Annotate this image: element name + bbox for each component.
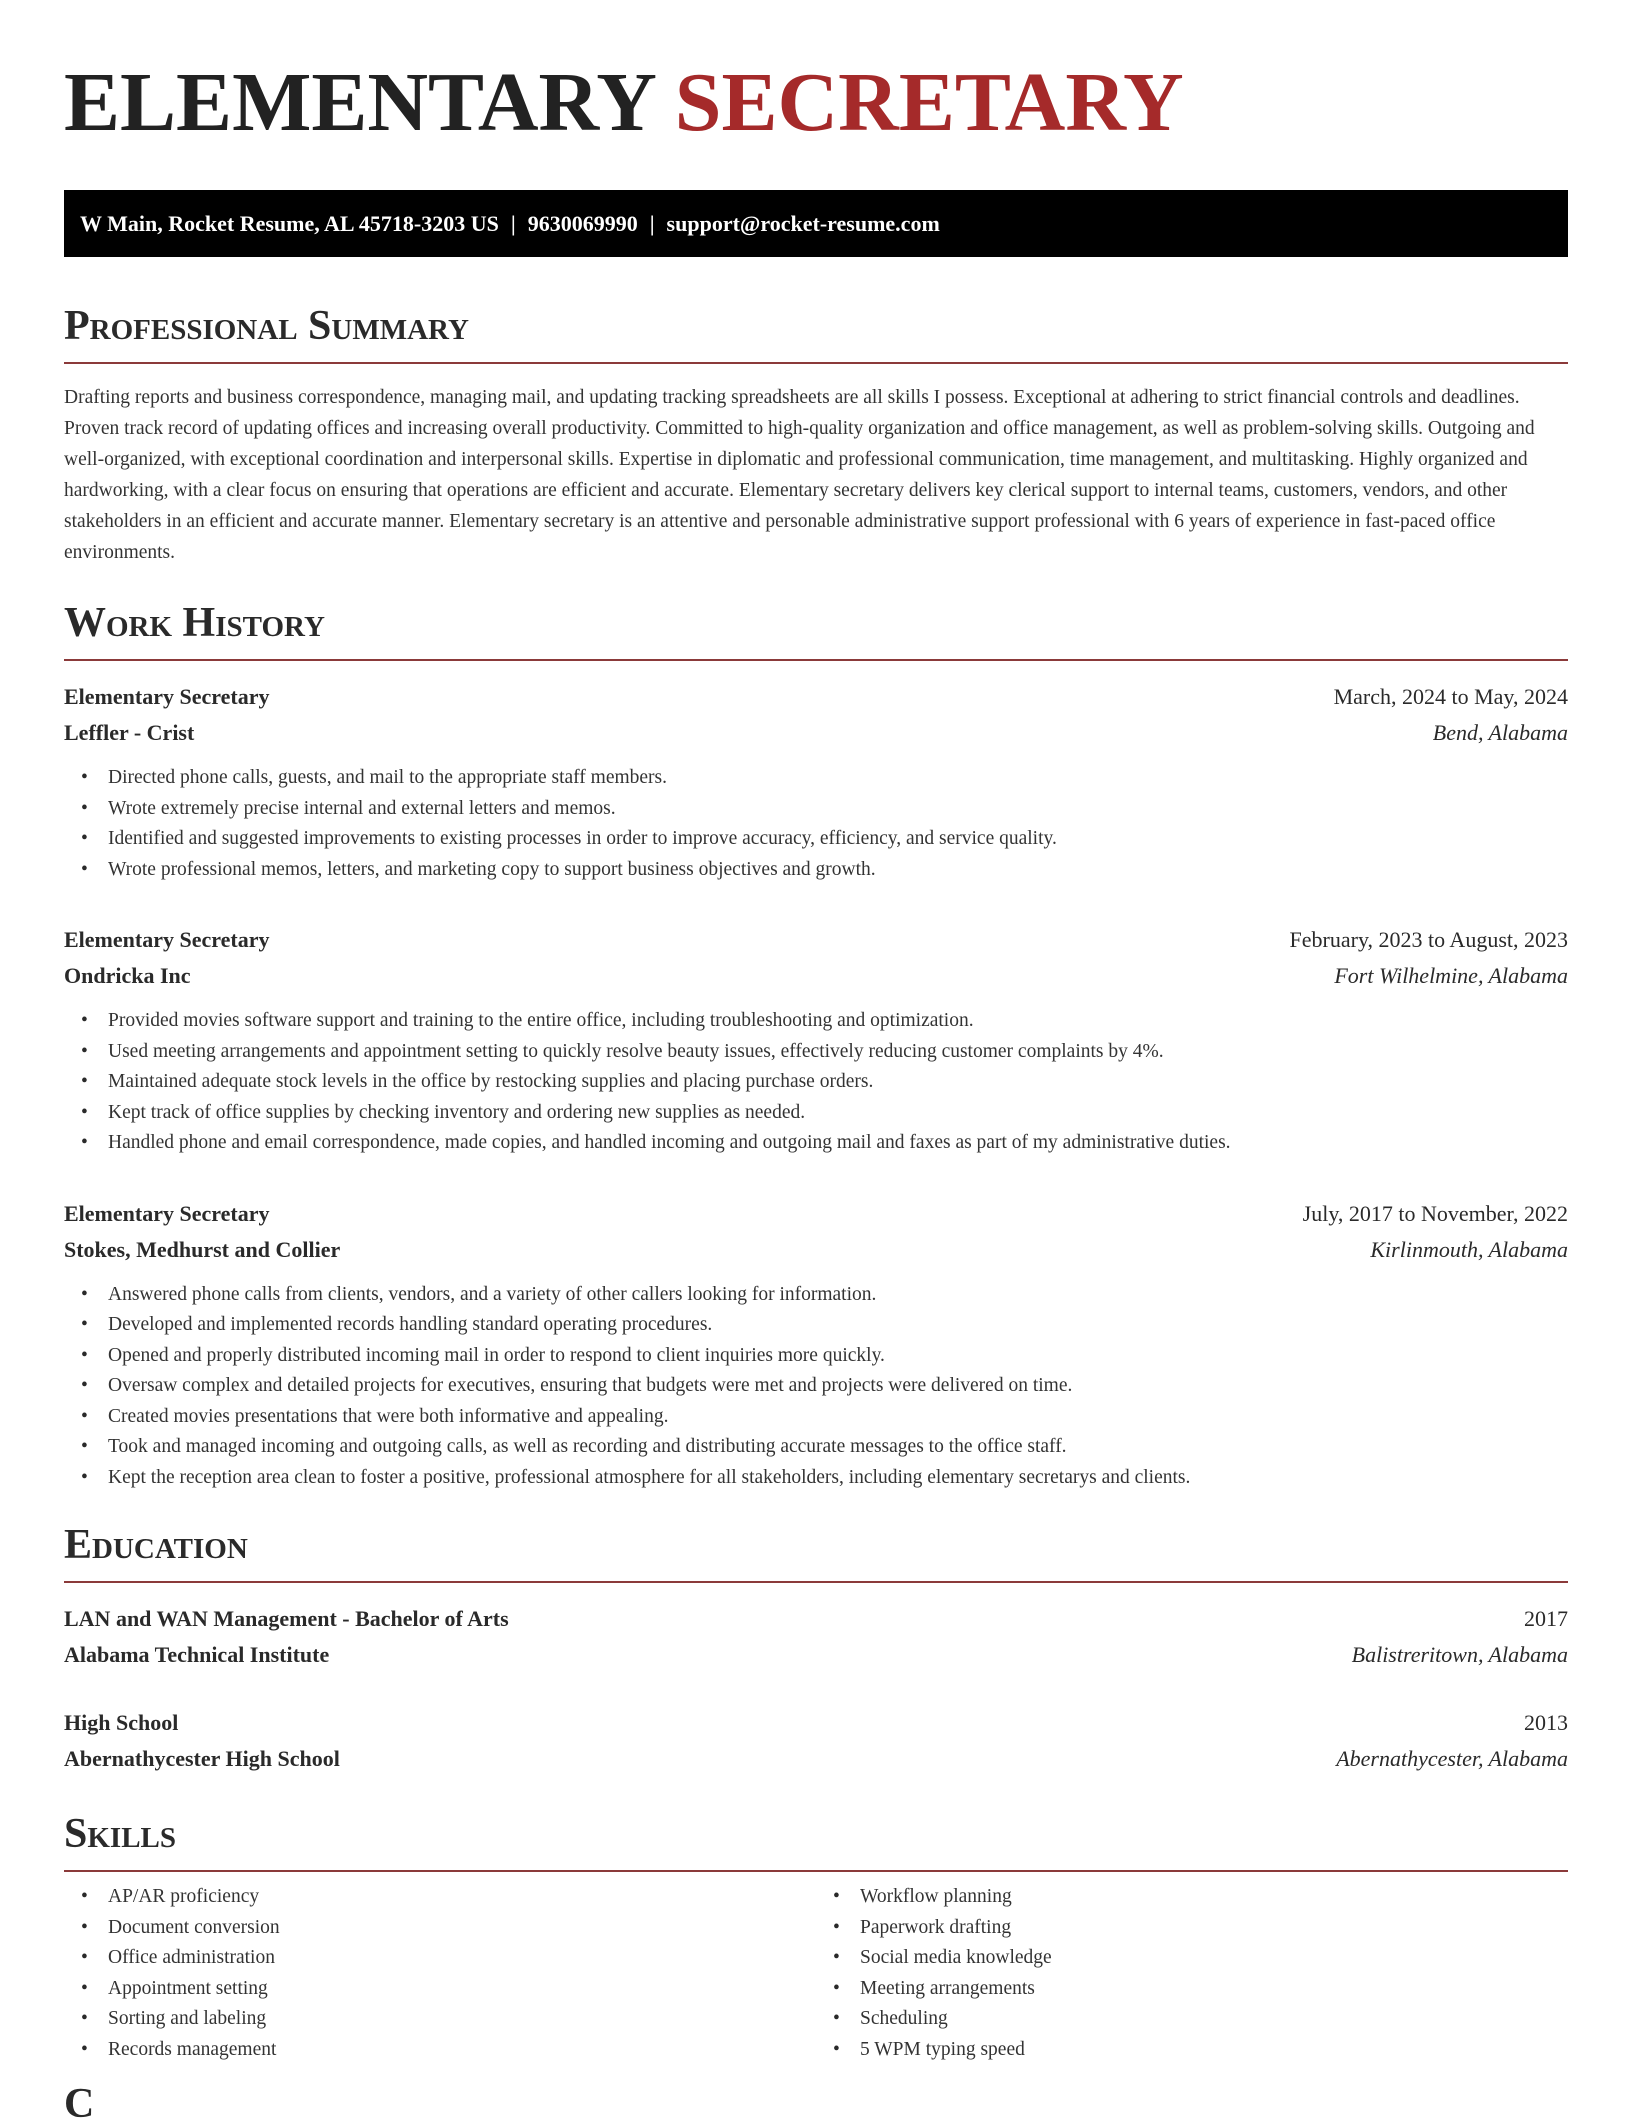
skill-item: • Office administration (108, 1943, 816, 1974)
education-degree-row (64, 1601, 1568, 1637)
job-title-row (64, 1196, 1568, 1232)
job-location: Kirlinmouth, Alabama (1370, 1236, 1568, 1262)
section-divider (64, 1870, 1568, 1872)
section-heading-work: Work History (64, 600, 325, 646)
skill-item: • Document conversion (108, 1913, 816, 1944)
section-heading-skills: Skills (64, 1811, 177, 1857)
education-location: Abernathycester, Alabama (1336, 1746, 1568, 1771)
contact-address: W Main, Rocket Resume, AL 45718-3203 US (80, 211, 499, 236)
education-school: Alabama Technical Institute (64, 1642, 330, 1667)
job-dates: July, 2017 to November, 2022 (1302, 1200, 1568, 1226)
last-name: SECRETARY (674, 56, 1184, 149)
job-company-row (64, 715, 1568, 751)
job-duty: • Provided movies software support and training to the entire office, including troubleshooting and optimization. (108, 1006, 1568, 1037)
job-entry (64, 922, 1568, 1159)
job-duty: • Handled phone and email correspondence, made copies, and handled incoming and outgoing mail and faxes as part of my administrative duties. (108, 1128, 1568, 1159)
skills-section (64, 1810, 1568, 2065)
education-school-row (64, 1637, 1568, 1673)
job-duty: • Wrote extremely precise internal and external letters and memos. (108, 794, 1568, 825)
job-duty: • Developed and implemented records handling standard operating procedures. (108, 1310, 1568, 1341)
skill-item: • Scheduling (860, 2004, 1568, 2035)
job-title-row (64, 679, 1568, 715)
job-duty: • Wrote professional memos, letters, and marketing copy to support business objectives and growth. (108, 855, 1568, 886)
job-duty: • Kept the reception area clean to foster a positive, professional atmosphere for all stakeholders, including elementary secretarys and clients. (108, 1463, 1568, 1494)
education-school-row (64, 1741, 1568, 1777)
contact-bar (64, 190, 1568, 257)
job-entry (64, 679, 1568, 885)
skill-item: • Records management (108, 2035, 816, 2066)
skill-item: • Social media knowledge (860, 1943, 1568, 1974)
summary-text: Drafting reports and business correspondence, managing mail, and updating tracking spreadsheets are all skills I possess. Exceptional at adhering to strict financial controls and deadlines. Proven track record of updating offices and increasing overall productivity. Committed to high-quality organization and office management, as well as problem-solving skills. Outgoing and well-organized, with exceptional coordination and interpersonal skills. Expertise in diplomatic and professional communication, time management, and multitasking. Highly organized and hardworking, with a clear focus on ensuring that operations are efficient and accurate. Elementary secretary delivers key clerical support to internal teams, customers, vendors, and other stakeholders in an efficient and accurate manner. Elementary secretary is an attentive and personable administrative support professional with 6 years of experience in fast-paced office environments. (64, 387, 1535, 563)
job-company-row (64, 958, 1568, 994)
section-divider (64, 362, 1568, 364)
education-entry (64, 1705, 1568, 1777)
skill-item: • AP/AR proficiency (108, 1882, 816, 1913)
job-duty: • Identified and suggested improvements to existing processes in order to improve accuracy, efficiency, and service quality. (108, 824, 1568, 855)
skills-list-left (64, 1882, 816, 2065)
education-section (64, 1521, 1568, 1777)
section-heading-education: Education (64, 1522, 248, 1568)
job-dates: March, 2024 to May, 2024 (1333, 684, 1568, 709)
contact-email: support@rocket-resume.com (666, 211, 940, 236)
first-name: ELEMENTARY (64, 56, 654, 149)
education-year: 2013 (1524, 1710, 1568, 1735)
education-location: Balistreritown, Alabama (1351, 1642, 1568, 1667)
job-title: Elementary Secretary (64, 1200, 270, 1226)
job-duty: • Maintained adequate stock levels in the office by restocking supplies and placing purchase orders. (108, 1067, 1568, 1098)
job-duty: • Used meeting arrangements and appointment setting to quickly resolve beauty issues, effectively reducing customer complaints by 4%. (108, 1037, 1568, 1068)
job-title: Elementary Secretary (64, 684, 270, 709)
job-company: Stokes, Medhurst and Collier (64, 1236, 341, 1262)
skills-columns (64, 1882, 1568, 2065)
section-heading-summary: Professional Summary (64, 303, 469, 349)
job-company: Ondricka Inc (64, 963, 191, 988)
education-year: 2017 (1524, 1606, 1568, 1631)
job-duty: • Answered phone calls from clients, vendors, and a variety of other callers looking for information. (108, 1280, 1568, 1311)
job-duties-list (64, 763, 1568, 885)
job-title: Elementary Secretary (64, 927, 270, 952)
job-duty: • Opened and properly distributed incoming mail in order to respond to client inquiries more quickly. (108, 1341, 1568, 1372)
education-degree-row (64, 1705, 1568, 1741)
job-company-row (64, 1232, 1568, 1268)
skill-item: • Paperwork drafting (860, 1913, 1568, 1944)
job-duty: • Kept track of office supplies by checking inventory and ordering new supplies as needed. (108, 1098, 1568, 1129)
professional-summary-section (64, 302, 1568, 568)
contact-separator: | (510, 211, 516, 236)
job-dates: February, 2023 to August, 2023 (1289, 927, 1568, 952)
contact-separator: | (649, 211, 655, 236)
skill-item: • Meeting arrangements (860, 1974, 1568, 2005)
job-location: Fort Wilhelmine, Alabama (1334, 963, 1568, 988)
job-duties-list (64, 1280, 1568, 1494)
education-degree: LAN and WAN Management - Bachelor of Arts (64, 1606, 509, 1631)
section-divider (64, 1581, 1568, 1583)
skills-list-right (816, 1882, 1568, 2065)
section-divider (64, 659, 1568, 661)
job-duty: • Took and managed incoming and outgoing calls, as well as recording and distributing accurate messages to the office staff. (108, 1432, 1568, 1463)
job-company: Leffler - Crist (64, 720, 195, 745)
job-title-row (64, 922, 1568, 958)
education-entry (64, 1601, 1568, 1673)
job-entry (64, 1196, 1568, 1494)
skill-item: • 5 WPM typing speed (860, 2035, 1568, 2066)
skill-item: • Sorting and labeling (108, 2004, 816, 2035)
job-duties-list (64, 1006, 1568, 1159)
job-duty: • Directed phone calls, guests, and mail to the appropriate staff members. (108, 763, 1568, 794)
skill-item: • Workflow planning (860, 1882, 1568, 1913)
job-location: Bend, Alabama (1432, 720, 1568, 745)
education-school: Abernathycester High School (64, 1746, 340, 1771)
skill-item: • Appointment setting (108, 1974, 816, 2005)
contact-phone: 9630069990 (527, 211, 638, 236)
job-duty: • Oversaw complex and detailed projects for executives, ensuring that budgets were met and projects were delivered on time. (108, 1371, 1568, 1402)
section-heading-partial: C (64, 2081, 95, 2127)
candidate-name (64, 58, 1568, 148)
work-history-section (64, 599, 1568, 1493)
job-duty: • Created movies presentations that were both informative and appealing. (108, 1402, 1568, 1433)
education-degree: High School (64, 1710, 179, 1735)
